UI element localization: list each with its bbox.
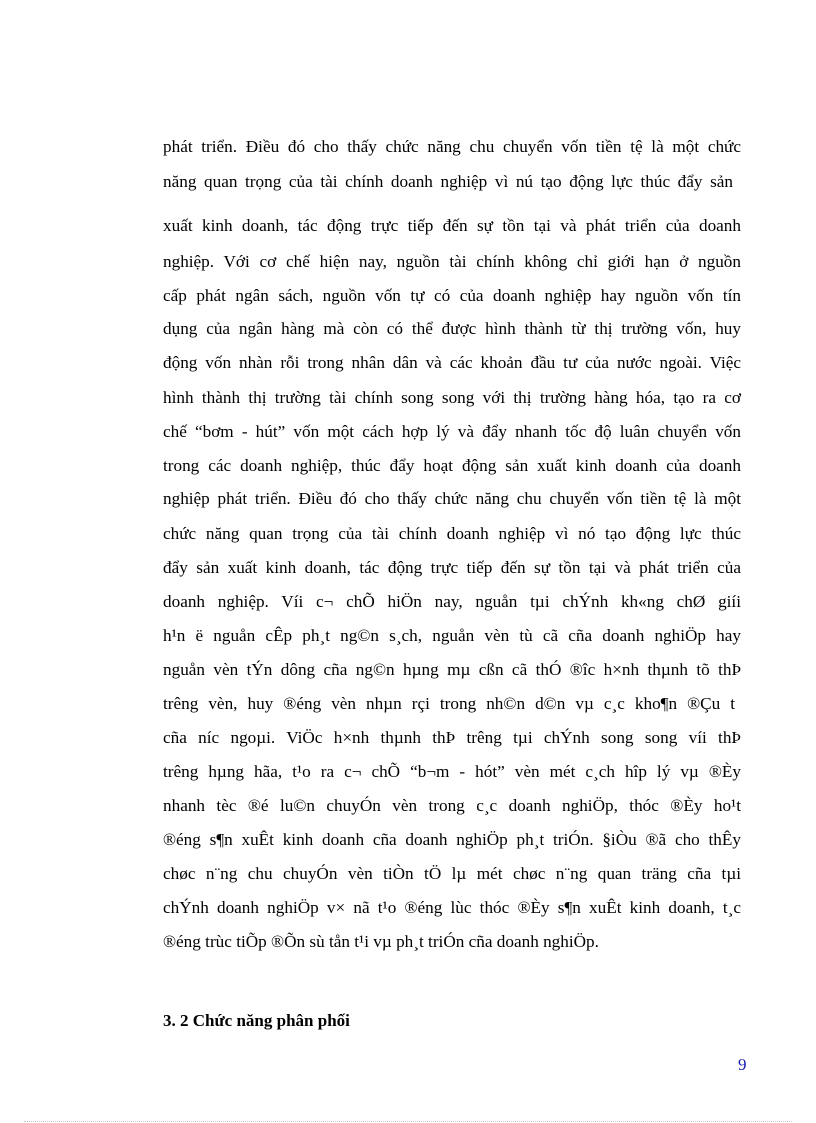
paragraph-line-5: cấp phát ngân sách, nguồn vốn tự có của doanh nghiệp hay nguồn vốn tín — [163, 286, 741, 305]
paragraph-line-10: trong các doanh nghiệp, thúc đẩy hoạt động sản xuất kinh doanh của doanh — [163, 456, 741, 475]
paragraph-line-1: phát triển. Điều đó cho thấy chức năng chu chuyển vốn tiền tệ là một chức — [163, 137, 741, 156]
paragraph-line-19: trêng hµng hãa, t¹o ra c¬ chÕ “b¬m - hót” vèn mét c¸ch hîp lý vµ ®Èy — [163, 762, 741, 781]
paragraph-line-22: chøc n¨ng chu chuyÓn vèn tiÒn tÖ lµ mét chøc n¨ng quan träng cña tµi — [163, 864, 741, 883]
paragraph-line-13: đẩy sản xuất kinh doanh, tác động trực tiếp đến sự tồn tại và phát triển của — [163, 558, 741, 577]
paragraph-line-16: nguån vèn tÝn dông cña ng©n hµng mµ cßn cã thÓ ®îc h×nh thµnh tõ thÞ — [163, 660, 741, 679]
paragraph-line-17: trêng vèn, huy ®éng vèn nhµn rçi trong nh©n d©n vµ c¸c kho¶n ®Çu t — [163, 694, 735, 713]
paragraph-line-23: chÝnh doanh nghiÖp v× nã t¹o ®éng lùc thóc ®Èy s¶n xuÊt kinh doanh, t¸c — [163, 898, 741, 917]
footer-divider — [24, 1121, 792, 1122]
paragraph-line-15: h¹n ë nguån cÊp ph¸t ng©n s¸ch, nguån vèn tù cã cña doanh nghiÖp hay — [163, 626, 741, 645]
paragraph-line-18: cña níc ngoµi. ViÖc h×nh thµnh thÞ trêng tµi chÝnh song song víi thÞ — [163, 728, 741, 747]
paragraph-line-6: dụng của ngân hàng mà còn có thể được hình thành từ thị trường vốn, huy — [163, 319, 741, 338]
paragraph-line-21: ®éng s¶n xuÊt kinh doanh cña doanh nghiÖp ph¸t triÓn. §iÒu ®ã cho thÊy — [163, 830, 741, 849]
paragraph-line-12: chức năng quan trọng của tài chính doanh nghiệp vì nó tạo động lực thúc — [163, 524, 741, 543]
paragraph-line-2: năng quan trọng của tài chính doanh nghiệp vì nú tạo động lực thúc đẩy sản — [163, 172, 733, 191]
paragraph-line-20: nhanh tèc ®é lu©n chuyÓn vèn trong c¸c doanh nghiÖp, thóc ®Èy ho¹t — [163, 796, 741, 815]
paragraph-line-8: hình thành thị trường tài chính song song với thị trường hàng hóa, tạo ra cơ — [163, 388, 741, 407]
paragraph-line-14: doanh nghiệp. Víi c¬ chÕ hiÖn nay, nguån tµi chÝnh kh«ng chØ giíi — [163, 592, 741, 611]
paragraph-line-3: xuất kinh doanh, tác động trực tiếp đến sự tồn tại và phát triển của doanh — [163, 216, 741, 235]
paragraph-line-9: chế “bơm - hút” vốn một cách hợp lý và đẩy nhanh tốc độ luân chuyển vốn — [163, 422, 741, 441]
paragraph-line-11: nghiệp phát triển. Điều đó cho thấy chức năng chu chuyển vốn tiền tệ là một — [163, 489, 741, 508]
paragraph-line-4: nghiệp. Với cơ chế hiện nay, nguồn tài chính không chỉ giới hạn ở nguồn — [163, 252, 741, 271]
paragraph-line-7: động vốn nhàn rỗi trong nhân dân và các khoản đầu tư của nước ngoài. Việc — [163, 353, 741, 372]
page-number: 9 — [738, 1055, 747, 1074]
paragraph-line-24: ®éng trùc tiÕp ®Õn sù tån t¹i vµ ph¸t triÓn cña doanh nghiÖp. — [163, 932, 599, 951]
section-heading: 3. 2 Chức năng phân phối — [163, 1011, 350, 1030]
